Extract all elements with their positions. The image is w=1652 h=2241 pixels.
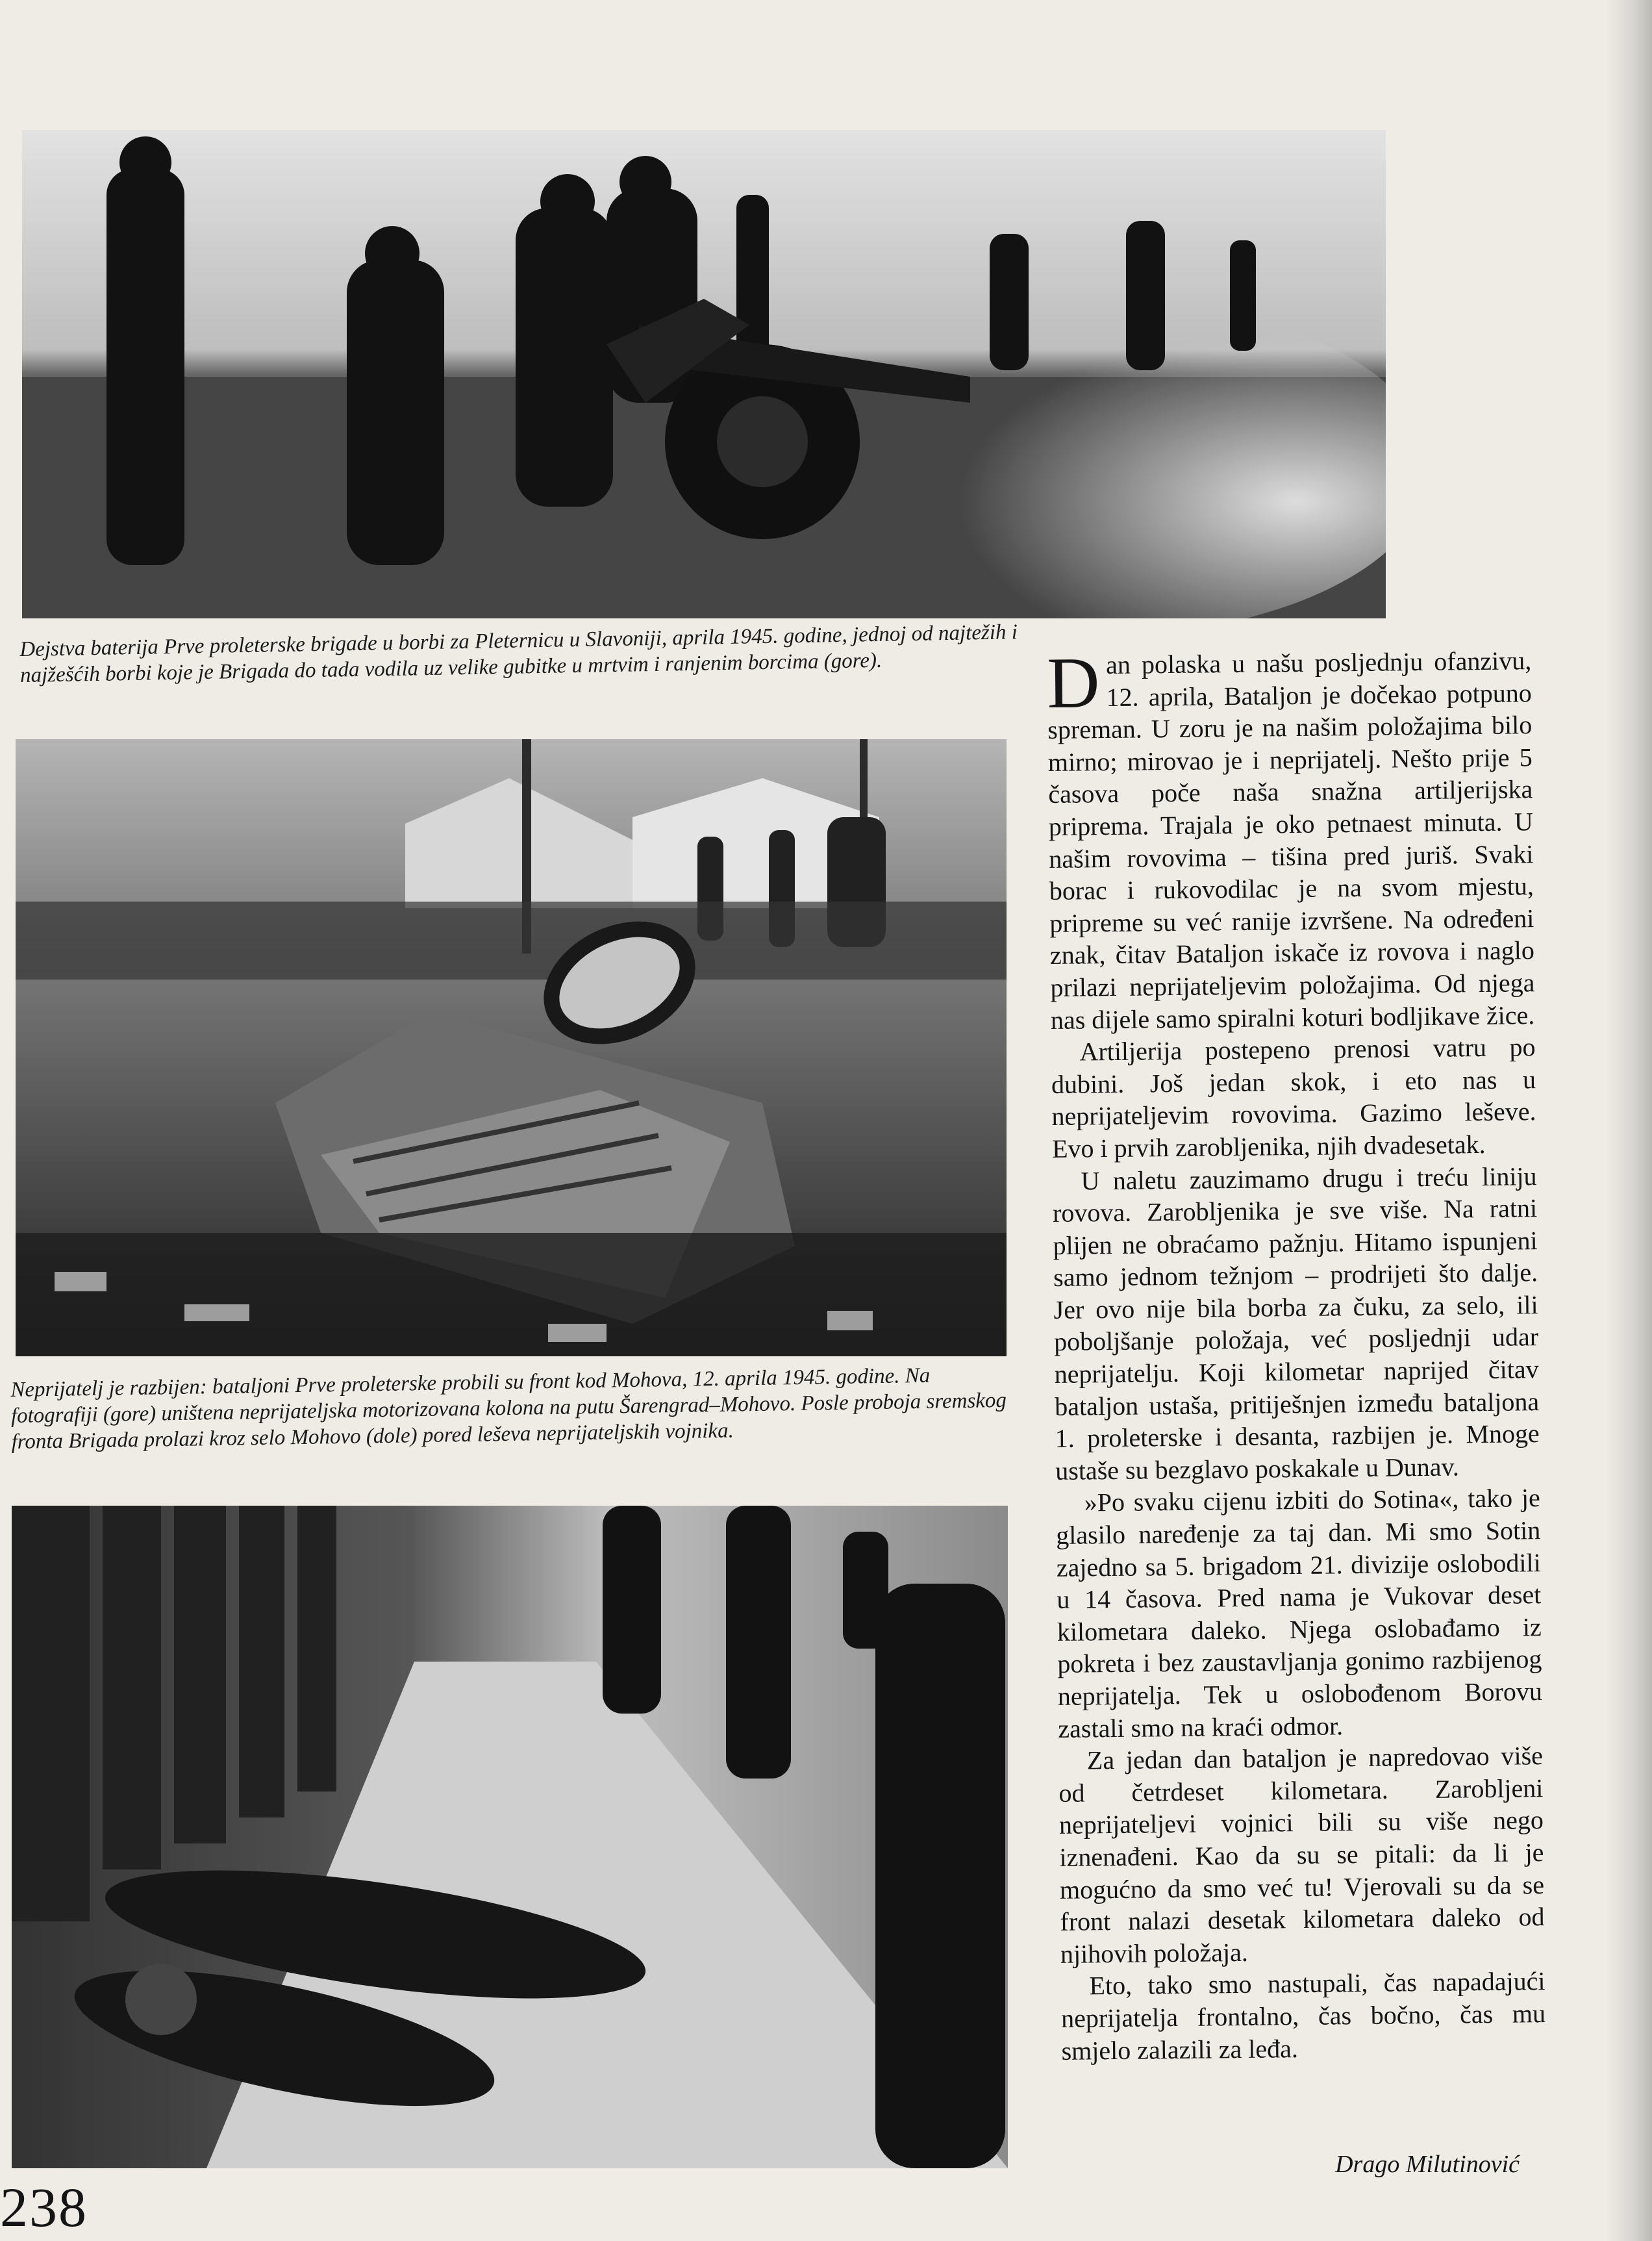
article-paragraph: »Po svaku cijenu izbiti do Sotina«, tako je glasilo naređenje za taj dan. Mi smo Sotin zajedno sa 5. brigadom 21. divizije oslobodili u 14 časova. Pred nama je Vukovar deset kilometara daleko. Njega oslobađamo iz pokreta i bez zaustavljanja gonimo razbijenog neprijatelja. Tek u oslobođenom Borovu zastali smo na kraći odmor. (1056, 1483, 1543, 1743)
article-first-paragraph (1047, 644, 1535, 1036)
photo-destroyed-column (16, 739, 1007, 1356)
page-edge-shadow (1607, 0, 1652, 2241)
article-paragraph: U naletu zauzimamo drugu i treću liniju rovova. Zarobljenika je sve više. Na ratni plijen ne obraćamo pažnju. Hitamo ispunjeni samo jednom težnjom – prodrijeti što dalje. Jer ovo nije bila borba za čuku, za selo, ili poboljšanje položaja, već posljednji udar neprijatelju. Koji kilometar naprijed čitav bataljon ustaša, pritiješnjen između bataljona 1. proleterske i desanta, razbijen je. Mnoge ustaše su bezglavo poskakale u Dunav. (1052, 1161, 1540, 1486)
photo-mohovo-village (12, 1506, 1008, 2168)
author-byline: Drago Milutinović (1335, 2151, 1520, 2178)
drop-cap: D (1046, 642, 1101, 724)
article-paragraph: Eto, tako smo nastupali, čas napadajući neprijatelja frontalno, čas bočno, čas mu smjelo zalazili za leđa. (1060, 1966, 1546, 2066)
caption-top-photo: Dejstva baterija Prve proleterske brigade u borbi za Pleternicu u Slavoniji, aprila 1945. godine, jednoj od najtežih i najžešćih borbi koje je Brigada do tada vodila uz velike gubitke u mrtvim i ranjenim borcima (gore). (19, 620, 1018, 687)
photo-artillery-battery (22, 130, 1386, 618)
article-paragraph: Za jedan dan bataljon je napredovao više od četrdeset kilometara. Zarobljeni neprijateljevi vojnici bili su više nego iznenađeni. Kao da su se pitali: da li je mogućno da smo već tu! Vjerovali su da se front nalazi desetak kilometara daleko od njihovih položaja. (1058, 1741, 1545, 1969)
article-paragraph: Artiljerija postepeno prenosi vatru po dubini. Još jedan skok, i eto nas u neprijateljevim rovovima. Gazimo leševe. Evo i prvih zarobljenika, njih dvadesetak. (1051, 1032, 1536, 1163)
caption-middle-photo: Neprijatelj je razbijen: bataljoni Prve proleterske probili su front kod Mohova, 12. aprila 1945. godine. Na fotografiji (gore) uništena neprijateljska motorizovana kolona na putu Šarengrad–Mohovo. Posle proboja sremskog fronta Brigada prolazi kroz selo Mohovo (dole) pored leševa neprijateljskih vojnika. (10, 1363, 1007, 1454)
page-number: 238 (0, 2176, 88, 2238)
first-paragraph-text: an polaska u našu posljednju ofanzivu, 12. aprila, Bataljon je dočekao potpuno spreman. U zoru je na našim položajima bilo mirno; mirovao je i neprijatelj. Nešto prije 5 časova poče naša snažna artiljerijska priprema. Trajala je oko petnaest minuta. U našim rovovima – tišina pred juriš. Svaki borac i rukovodilac je na svom mjestu, pripreme su već ranije izvršene. Na određeni znak, čitav Bataljon iskače iz rovova i naglo prilazi neprijateljevim položajima. Od njega nas dijele samo spiralni koturi bodljikave žice. (1047, 646, 1535, 1035)
article-body (1047, 644, 1546, 2067)
